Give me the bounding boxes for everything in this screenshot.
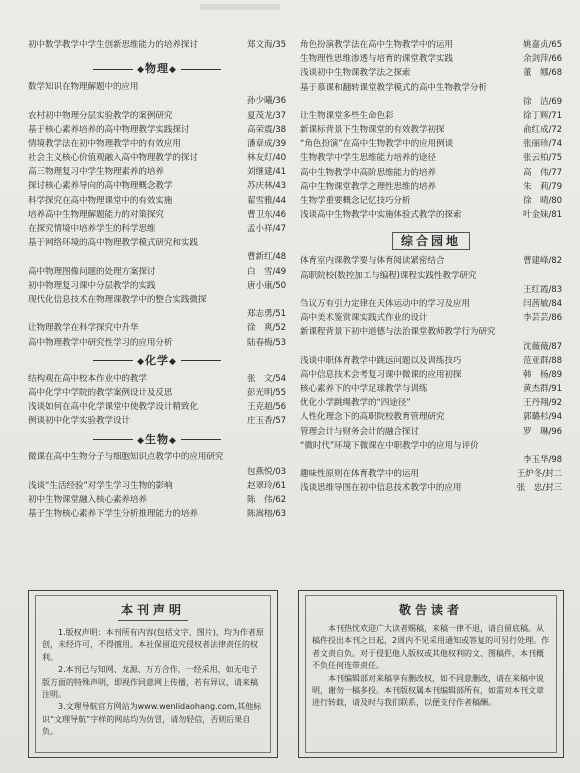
- author-page: 曹建峰/82: [522, 256, 562, 267]
- toc-entry: [300, 123, 562, 137]
- entry-title: 高中物理教学中研究性学习的应用分析: [28, 337, 173, 348]
- author-page: 郑志勇/51: [246, 309, 286, 320]
- toc-entry-author-line: [28, 250, 286, 264]
- author-page: 范亚群/88: [522, 355, 562, 366]
- diamond-icon: ◆: [169, 356, 177, 367]
- header-fragment: [200, 4, 280, 10]
- entry-title: 现代化信息技术在物理课教学中的整合实践微探: [28, 294, 207, 305]
- toc-entry: [28, 414, 286, 428]
- notice-para-1: 本刊热忱欢迎广大读者赐稿，来稿一律不退，请自留底稿。从稿件投出本刊之日起，2周内不见采用通知或答复的可另行处理。作者文责自负。对于侵犯他人版权或其他权利的文、图稿件，本刊概不负任何连带责任。: [312, 624, 550, 671]
- toc-entry-author-line: [28, 307, 286, 321]
- toc-entry: [300, 439, 562, 453]
- author-page: 闫茜敏/84: [522, 298, 562, 309]
- author-page: 彭光明/55: [246, 387, 286, 398]
- toc-entry: [28, 479, 286, 493]
- entry-title: 生物学重要概念记忆技巧分析: [300, 196, 411, 207]
- rule-left: [93, 360, 133, 361]
- entry-title: 管理会计与财务会计的融合探讨: [300, 426, 419, 437]
- entry-title: 高中化学中学院的教学案例设计及反思: [28, 387, 173, 398]
- section-title: 综合园地: [392, 232, 470, 250]
- toc-entry: [300, 180, 562, 194]
- section-heading: [28, 429, 286, 451]
- toc-entry: [28, 208, 286, 222]
- toc-entry-author-line: [28, 465, 286, 479]
- toc-entry: [300, 311, 562, 325]
- entry-title: 角色扮演教学法在高中生物教学中的运用: [300, 39, 453, 50]
- toc-entry-author-line: [28, 94, 286, 108]
- entry-title: “微时代”环境下微课在中职教学中的应用与评价: [300, 440, 479, 451]
- author-page: 王克超/56: [246, 402, 286, 413]
- author-page: 姚嘉贞/65: [522, 39, 562, 50]
- toc-entry: [300, 368, 562, 382]
- author-page: 高 伟/77: [522, 167, 562, 178]
- toc-entry: [28, 279, 286, 293]
- author-page: 包燕悦/03: [246, 466, 286, 477]
- entry-title: 新课程背景下初中道德与法治课堂教师教学行为研究: [300, 327, 496, 338]
- toc-entry: [300, 325, 562, 339]
- statement-title: 本刊声明: [120, 603, 185, 617]
- entry-title: 科学探究在高中物理课堂中的有效实施: [28, 195, 173, 206]
- author-page: 黄杰群/91: [522, 384, 562, 395]
- toc-entry: [28, 137, 286, 151]
- title-underline: [118, 620, 188, 621]
- entry-title: 让物理教学在科学探究中升华: [28, 323, 139, 334]
- toc-entry: [28, 38, 286, 52]
- toc-entry: [300, 208, 562, 222]
- entry-title: 初中生物课堂融入核心素养培养: [28, 495, 147, 506]
- entry-title: 优化小学跳绳教学的“四途径”: [300, 398, 411, 409]
- toc-entry-author-line: [300, 340, 562, 354]
- toc-entry: [28, 507, 286, 521]
- toc-entry: [300, 269, 562, 283]
- author-page: 董 娜/68: [522, 68, 562, 79]
- author-page: 余剑萍/66: [522, 54, 562, 65]
- author-page: 陈 伟/62: [246, 495, 286, 506]
- toc-entry-author-line: [300, 95, 562, 109]
- toc-entry: [28, 372, 286, 386]
- entry-title: 微课在高中生物分子与细胞知识点教学中的应用研究: [28, 452, 224, 463]
- entry-title: 基于网络环境的高中物理教学模式研究和实践: [28, 238, 198, 249]
- entry-title: 刍议万有引力定律在天体运动中的学习及应用: [300, 298, 470, 309]
- toc-entry: [28, 165, 286, 179]
- toc-entry: [28, 236, 286, 250]
- author-page: 徐 晴/80: [522, 196, 562, 207]
- toc-entry: [300, 411, 562, 425]
- statement-para-1: 1.版权声明：本刊所有内容(包括文字、图片)，均为作者原创，未经许可，不得擅用。本社保留追究侵权者法律责任的权利。: [42, 628, 264, 662]
- author-page: 王红霞/83: [522, 284, 562, 295]
- toc-entry: [300, 382, 562, 396]
- entry-title: “角色扮演”在高中生物教学中的应用例谈: [300, 139, 454, 150]
- toc-entry: [300, 467, 562, 481]
- entry-title: 让生物课堂多些生命色彩: [300, 110, 394, 121]
- toc-entry: [28, 265, 286, 279]
- author-page: 苏庆林/43: [246, 181, 286, 192]
- section-title: 物理: [145, 62, 169, 76]
- author-page: 张丽珍/74: [522, 139, 562, 150]
- author-page: 张 文/54: [246, 373, 286, 384]
- section-heading: [28, 350, 286, 372]
- author-page: 唐小康/50: [246, 280, 286, 291]
- author-page: 罗 琳/96: [522, 426, 562, 437]
- entry-title: 高中物理图像问题的处理方案探讨: [28, 266, 156, 277]
- toc-entry: [28, 400, 286, 414]
- toc-entry: [300, 254, 562, 268]
- statement-para-3: 3.文理导航官方网站为www.wenlidaohang.com,其他标识“文理导航”字样的网站均为仿冒，请勿轻信，否则后果自负。: [42, 702, 262, 737]
- notice-para-2: 本刊编辑部对来稿享有删改权，如不同意删改，请在来稿中说明，谢勿一稿多投。本刊版权属本刊编辑部所有，如需对本刊文章进行转载，请及时与我们联系，以便支付作者稿酬。: [312, 673, 544, 708]
- author-page: 曹卫东/46: [246, 209, 286, 220]
- rule-left: [93, 69, 133, 70]
- toc-entry: [300, 52, 562, 66]
- toc-entry: [300, 38, 562, 52]
- author-page: 陈嵩榕/63: [246, 509, 286, 520]
- entry-title: 数学知识在物理解题中的应用: [28, 82, 139, 93]
- author-page: 李芸芸/86: [522, 313, 562, 324]
- toc-entry: [300, 81, 562, 95]
- entry-title: 浅谈“生活经验”对学生学习生物的影响: [28, 480, 173, 491]
- author-page: 沈薇薇/87: [522, 341, 562, 352]
- entry-title: 初中数学教学中学生创新思维能力的培养探讨: [28, 39, 198, 50]
- toc-entry-author-line: [300, 283, 562, 297]
- entry-title: 结构观在高中校本作业中的教学: [28, 373, 147, 384]
- reader-notice-box: [298, 590, 564, 758]
- author-page: 徐 洁/69: [522, 96, 562, 107]
- rule-right: [181, 69, 221, 70]
- author-page: 王炉冬/封二: [516, 469, 562, 480]
- entry-title: 例谈初中化学实验教学设计: [28, 416, 130, 427]
- toc-entry: [28, 222, 286, 236]
- entry-title: 探讨核心素养导向的高中物理概念教学: [28, 181, 173, 192]
- entry-title: 初中物理复习课中分层教学的实践: [28, 280, 156, 291]
- entry-title: 体育室内课教学要与体育阅读紧密结合: [300, 256, 445, 267]
- rule-left: [93, 439, 133, 440]
- diamond-icon: ◆: [169, 435, 177, 446]
- author-page: 曹新红/48: [246, 252, 286, 263]
- entry-title: 基于慕课和翻转课堂教学模式的高中生物教学分析: [300, 82, 487, 93]
- author-page: 孟小祥/47: [246, 224, 286, 235]
- entry-title: 核心素养下的中学足球教学与训练: [300, 384, 428, 395]
- entry-title: 新课标背景下生物课堂的有效教学初探: [300, 125, 445, 136]
- entry-title: 社会主义核心价值观融入高中物理教学的探讨: [28, 153, 198, 164]
- entry-title: 生物理性思维渗透与培育的课堂教学实践: [300, 54, 453, 65]
- author-page: 张 忠/封三: [516, 483, 562, 494]
- toc-entry: [28, 451, 286, 465]
- entry-title: 基于生物核心素养下学生分析推理能力的培养: [28, 509, 198, 520]
- toc-entry: [300, 194, 562, 208]
- entry-title: 浅谈中职体育教学中跳远问题以及训练技巧: [300, 355, 462, 366]
- toc-entry: [300, 109, 562, 123]
- author-page: 夏茂龙/37: [246, 110, 286, 121]
- toc-entry: [28, 123, 286, 137]
- entry-title: 在探究情境中培养学生的科学思维: [28, 224, 156, 235]
- statement-para-2: 2.本刊已与知网、龙源、万方合作，一经采用，如无电子版方面的特殊声明，即视作同意网上传播，若有异议，请来稿注明。: [42, 665, 258, 700]
- entry-title: 高中生物课堂教学之理性思维的培养: [300, 181, 436, 192]
- author-page: 翟雪雅/44: [246, 195, 286, 206]
- author-page: 徐丁辉/71: [522, 110, 562, 121]
- toc-right-column: [300, 38, 562, 496]
- author-page: 郑文海/35: [246, 39, 286, 50]
- toc-entry: [28, 194, 286, 208]
- toc-entry: [300, 481, 562, 495]
- rule-right: [181, 360, 221, 361]
- toc-entry: [28, 321, 286, 335]
- section-title: 生物: [145, 432, 169, 446]
- entry-title: 高中生物教学中高阶思维能力的培养: [300, 167, 436, 178]
- author-page: 赵翠玲/61: [246, 480, 286, 491]
- toc-entry: [28, 293, 286, 307]
- author-page: 郭璐杉/94: [522, 412, 562, 423]
- entry-title: 趣味性原则在体育教学中的运用: [300, 469, 419, 480]
- author-page: 韩 杨/89: [522, 369, 562, 380]
- section-title: 化学: [145, 353, 169, 367]
- toc-entry: [300, 297, 562, 311]
- entry-title: 培养高中生物理解题能力的对策探究: [28, 209, 164, 220]
- author-page: 徐 爽/52: [246, 323, 286, 334]
- entry-title: 高职院校(数控加工与编程)课程实践性教学研究: [300, 270, 477, 281]
- author-page: 孙少曦/36: [246, 96, 286, 107]
- entry-title: 高三物理复习中学生物理素养的培养: [28, 167, 164, 178]
- diamond-icon: ◆: [169, 65, 177, 76]
- toc-entry-author-line: [300, 453, 562, 467]
- notice-title: 敬告读者: [398, 603, 463, 617]
- toc-entry: [28, 80, 286, 94]
- toc-entry: [300, 354, 562, 368]
- author-page: 刘继建/41: [246, 167, 286, 178]
- entry-title: 农村初中物理分层实验教学的案例研究: [28, 110, 173, 121]
- toc-entry: [300, 66, 562, 80]
- entry-title: 浅谈初中生物课教学法之探索: [300, 68, 411, 79]
- entry-title: 浅谈思维导图在初中信息技术教学中的应用: [300, 483, 462, 494]
- toc-entry: [28, 336, 286, 350]
- toc-entry: [300, 152, 562, 166]
- author-page: 白 雪/49: [246, 266, 286, 277]
- diamond-icon: ◆: [137, 65, 145, 76]
- toc-left-column: [28, 38, 286, 521]
- toc-entry: [300, 166, 562, 180]
- author-page: 庄玉香/57: [246, 416, 286, 427]
- toc-entry: [28, 180, 286, 194]
- entry-title: 高中信息技术会考复习课中微课的应用初探: [300, 369, 462, 380]
- entry-title: 生物教学中学生思维能力培养的途径: [300, 153, 436, 164]
- journal-statement-box: [28, 590, 278, 758]
- author-page: 高荣震/38: [246, 124, 286, 135]
- author-page: 潘章成/39: [246, 138, 286, 149]
- author-page: 李玉华/98: [522, 455, 562, 466]
- entry-title: 高中美术鉴赏课实践式作业的设计: [300, 313, 428, 324]
- entry-title: 基于核心素养培养的高中物理教学实践探讨: [28, 124, 190, 135]
- author-page: 朱 莉/79: [522, 181, 562, 192]
- author-page: 林友灯/40: [246, 153, 286, 164]
- toc-entry: [28, 493, 286, 507]
- rule-right: [181, 439, 221, 440]
- author-page: 俞红成/72: [522, 125, 562, 136]
- author-page: 陆春梅/53: [246, 337, 286, 348]
- diamond-icon: ◆: [137, 435, 145, 446]
- entry-title: 情境教学法在初中物理教学中的有效应用: [28, 138, 181, 149]
- toc-entry: [300, 137, 562, 151]
- entry-title: 人性化理念下的高职院校教育管理研究: [300, 412, 445, 423]
- toc-entry: [28, 386, 286, 400]
- author-page: 叶金妹/81: [522, 210, 562, 221]
- entry-title: 浅谈如何在高中化学课堂中使教学设计精致化: [28, 402, 198, 413]
- toc-entry: [28, 151, 286, 165]
- toc-entry: [28, 109, 286, 123]
- toc-entry: [300, 396, 562, 410]
- diamond-icon: ◆: [137, 356, 145, 367]
- toc-entry: [300, 425, 562, 439]
- section-heading: [28, 58, 286, 80]
- section-heading-boxed: [300, 228, 562, 254]
- author-page: 张云柏/75: [522, 153, 562, 164]
- author-page: 王丹翔/92: [522, 398, 562, 409]
- entry-title: 浅谈高中生物教学中实施体验式教学的探索: [300, 210, 462, 221]
